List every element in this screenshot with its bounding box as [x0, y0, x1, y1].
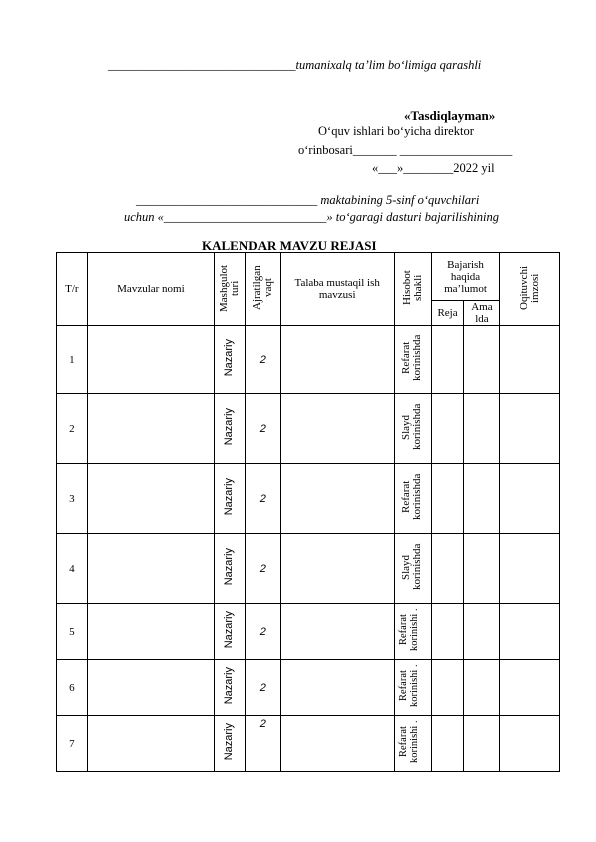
table-row: 7 Nazariy 2 Refarat korinishi .: [57, 716, 560, 772]
header-plan: Reja: [431, 301, 464, 326]
header-hours: Ajratilgan vaqt: [245, 253, 280, 326]
date-line: «___»________2022 yil: [372, 161, 495, 175]
approval-heading: «Tasdiqlayman»: [404, 108, 496, 123]
table-row: 5 Nazariy 2 Refarat korinishi .: [57, 604, 560, 660]
school-line: [136, 193, 479, 208]
table-row: 4 Nazariy 2 Slayd korinishda: [57, 534, 560, 604]
school-blank: _____________________________: [136, 193, 318, 207]
header-report: Hisobot shakli: [394, 253, 431, 326]
table-row: 2 Nazariy 2 Slayd korinishda: [57, 394, 560, 464]
deputy-blank: _______ __________________: [352, 143, 513, 157]
school-text: maktabining 5-sinf o‘quvchilari: [317, 193, 480, 207]
district-text: tumanixalq ta’lim bo‘limiga qarashli: [295, 58, 482, 72]
header-actual: Ama lda: [464, 301, 500, 326]
district-blank: ______________________________: [108, 58, 296, 72]
header-independent: Talaba mustaqil ish mavzusi: [280, 253, 394, 326]
district-line: [108, 58, 481, 73]
header-type: Mashgulot turi: [215, 253, 246, 326]
table-row: 3 Nazariy 2 Refarat korinishda: [57, 464, 560, 534]
page-title: KALENDAR MAVZU REJASI: [202, 238, 377, 253]
table-row: 1 Nazariy 2 Refarat korinishda: [57, 326, 560, 394]
header-teacher: Oqituvchi imzosi: [500, 253, 560, 326]
deputy-text: o‘rinbosari: [298, 143, 353, 157]
calendar-table: [56, 252, 560, 772]
deputy-line-1: O‘quv ishlari bo‘yicha direktor: [318, 124, 474, 138]
header-num: T/r: [57, 253, 88, 326]
deputy-line-2: [298, 143, 512, 158]
header-topic: Mavzular nomi: [87, 253, 214, 326]
club-line: uchun «__________________________» to‘garagi dasturi bajarilishining: [124, 210, 500, 224]
table-row: 6 Nazariy 2 Refarat korinishi .: [57, 660, 560, 716]
header-progress: Bajarish haqida ma’lumot: [431, 253, 500, 301]
